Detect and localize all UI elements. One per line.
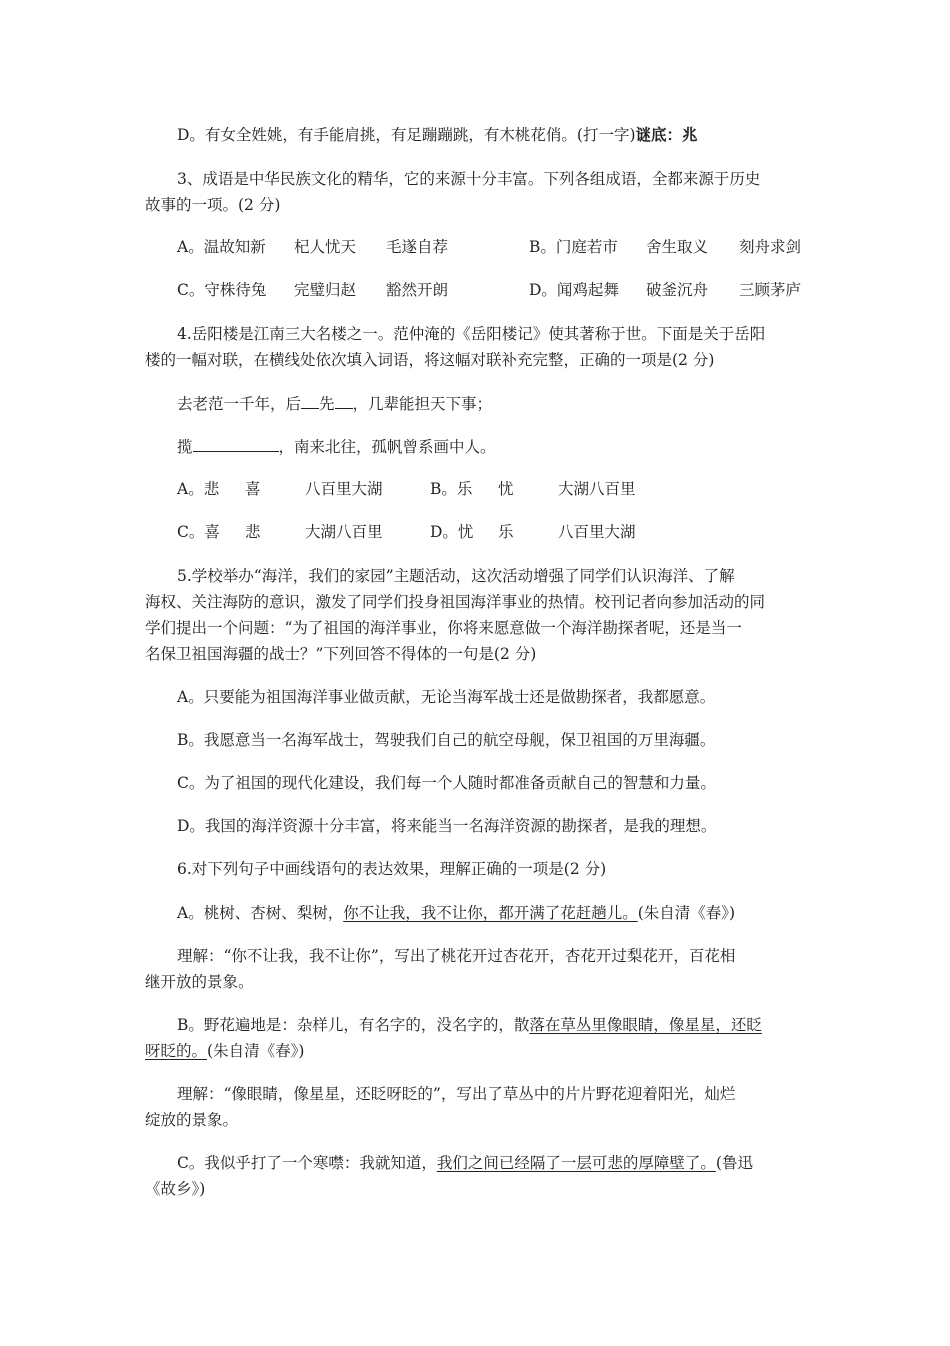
q6-option-c-line1: C。我似乎打了一个寒噤：我就知道，我们之间已经隔了一层可悲的厚障壁了。(鲁迅: [177, 1154, 753, 1172]
q6-option-c-line2: 《故乡》): [145, 1180, 206, 1198]
underlined-sentence: 呀眨的。: [145, 1042, 208, 1060]
q3-option-d: D。闻鸡起舞 破釜沉舟 三顾茅庐: [529, 281, 802, 299]
q4-option-d: D。忧 乐 八百里大湖: [430, 523, 636, 541]
blank-2: [335, 392, 353, 409]
q6-option-b-line2: 呀眨的。(朱自清《春》): [145, 1042, 305, 1060]
q6-a-explanation-line1: 理解：“你不让我，我不让你”，写出了桃花开过杏花开，杏花开过梨花开，百花相: [177, 947, 736, 965]
blank-1: [301, 392, 319, 409]
q4-couplet-line1: 去老范一千年，后 先 ，几辈能担天下事；: [177, 392, 492, 415]
q2-option-d: D。有女全姓姚，有手能肩挑，有足蹦蹦跳，有木桃花俏。(打一字)谜底：兆: [177, 126, 698, 144]
q4-option-c: C。喜 悲 大湖八百里: [177, 523, 383, 541]
q6-b-explanation-line2: 绽放的景象。: [145, 1111, 239, 1129]
q4-couplet-line2: 揽 ，南来北往，孤帆曾系画中人。: [177, 435, 496, 458]
q6-option-a: A。桃树、杏树、梨树，你不让我，我不让你，都开满了花赶趟儿。(朱自清《春》): [177, 904, 736, 922]
q6-a-explanation-line2: 继开放的景象。: [145, 973, 254, 991]
q4-option-a: A。悲 喜 八百里大湖: [177, 480, 383, 498]
q3-option-c: C。守株待兔 完璧归赵 豁然开朗: [177, 281, 449, 299]
blank-3: [193, 435, 279, 452]
q3-option-b: B。门庭若市 舍生取义 刻舟求剑: [529, 238, 802, 256]
q4-stem-line2: 楼的一幅对联，在横线处依次填入词语，将这幅对联补充完整，正确的一项是(2 分): [145, 351, 715, 369]
q4-stem-line1: 4.岳阳楼是江南三大名楼之一。范仲淹的《岳阳楼记》使其著称于世。下面是关于岳阳: [177, 325, 766, 343]
q5-option-b: B。我愿意当一名海军战士，驾驶我们自己的航空母舰，保卫祖国的万里海疆。: [177, 731, 716, 749]
q3-stem-line1: 3、成语是中华民族文化的精华，它的来源十分丰富。下列各组成语，全都来源于历史: [177, 170, 761, 188]
q5-option-d: D。我国的海洋资源十分丰富，将来能当一名海洋资源的勘探者，是我的理想。: [177, 817, 717, 835]
q6-b-explanation-line1: 理解：“像眼睛，像星星，还眨呀眨的”，写出了草丛中的片片野花迎着阳光，灿烂: [177, 1085, 736, 1103]
q6-option-b-line1: B。野花遍地是：杂样儿，有名字的，没名字的，散落在草丛里像眼睛，像星星，还眨: [177, 1016, 762, 1034]
q5-stem-line1: 5.学校举办“海洋，我们的家园”主题活动，这次活动增强了同学们认识海洋、了解: [177, 567, 735, 585]
q4-option-b: B。乐 忧 大湖八百里: [430, 480, 636, 498]
q3-stem-line2: 故事的一项。(2 分): [145, 196, 281, 214]
underlined-sentence: 我们之间已经隔了一层可悲的厚障壁了。: [436, 1154, 716, 1172]
q3-option-a: A。温故知新 杞人忧天 毛遂自荐: [177, 238, 449, 256]
q5-option-c: C。为了祖国的现代化建设，我们每一个人随时都准备贡献自己的智慧和力量。: [177, 774, 716, 792]
underlined-sentence: 你不让我，我不让你，都开满了花赶趟儿。: [343, 904, 638, 922]
q5-option-a: A。只要能为祖国海洋事业做贡献，无论当海军战士还是做勘探者，我都愿意。: [177, 688, 716, 706]
q5-stem-line4: 名保卫祖国海疆的战士？”下列回答不得体的一句是(2 分): [145, 645, 537, 663]
q5-stem-line3: 学们提出一个问题：“为了祖国的海洋事业，你将来愿意做一个海洋勘探者呢，还是当一: [145, 619, 742, 637]
underlined-sentence: 落在草丛里像眼睛，像星星，还眨: [529, 1016, 762, 1034]
q5-stem-line2: 海权、关注海防的意识，激发了同学们投身祖国海洋事业的热情。校刊记者向参加活动的同: [145, 593, 766, 611]
q6-stem: 6.对下列句子中画线语句的表达效果，理解正确的一项是(2 分): [177, 860, 607, 878]
